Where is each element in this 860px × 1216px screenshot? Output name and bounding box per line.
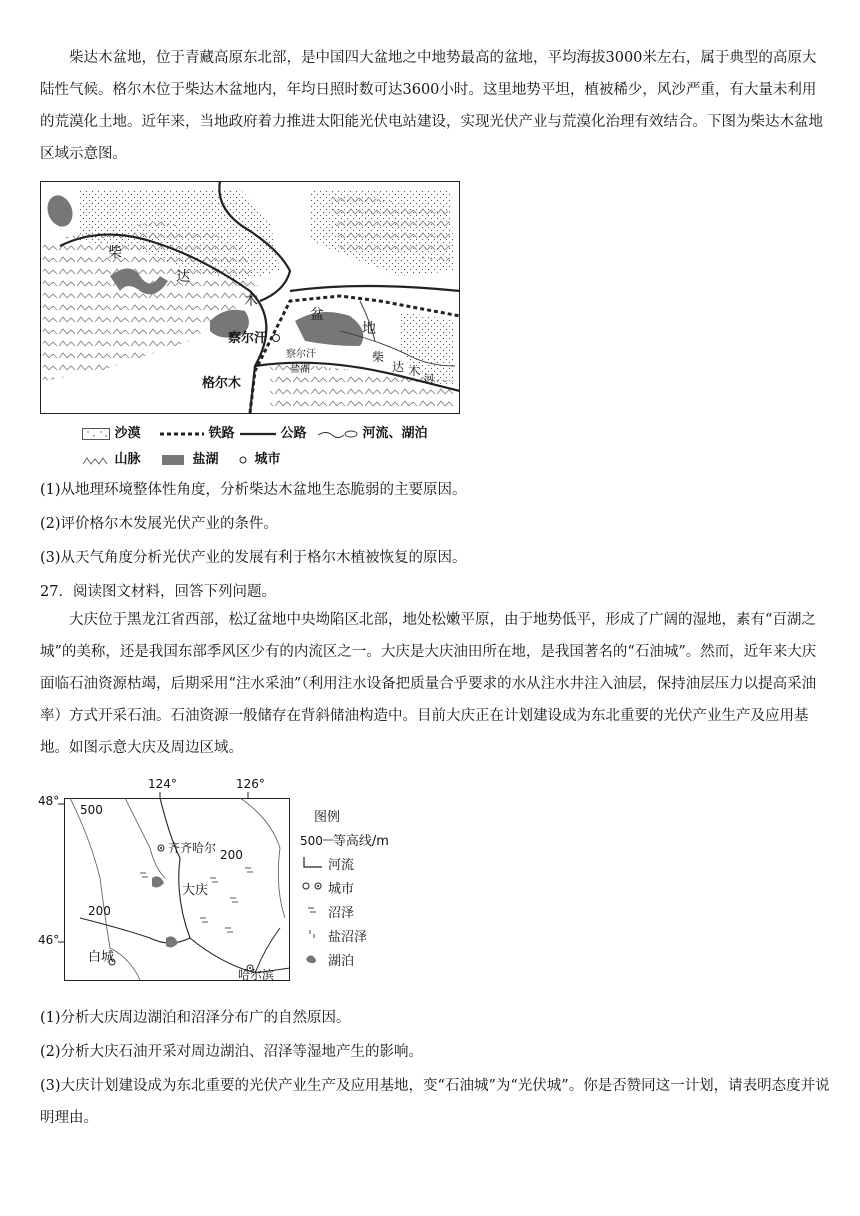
contour-label: 200 bbox=[88, 904, 111, 918]
map-label: 木 bbox=[408, 364, 421, 378]
legend-salt-marsh: 盐沼泽 bbox=[300, 926, 367, 945]
city-label: 大庆 bbox=[182, 883, 209, 898]
map-label: 柴 bbox=[372, 350, 385, 364]
legend-city2: 城市 bbox=[300, 878, 354, 897]
salt-lake-icon bbox=[160, 454, 188, 466]
map-label: 盆 bbox=[310, 307, 324, 323]
railway-icon bbox=[160, 428, 204, 440]
intro-paragraph: 柴达木盆地，位于青藏高原东北部，是中国四大盆地之中地势最高的盆地，平均海拔3000米左右，属于典型的高原大陆性气候。格尔木位于柴达木盆地内，年均日照时数可达3600小时。这里地势平坦，植被稀少，风沙严重，有大量未利用的荒漠化土地。近年来，当地政府着力推进太阳能光伏电站建设，实现光伏产业与荒漠化治理有效结合。下图为柴达木盆地区域示意图。 bbox=[40, 50, 823, 162]
legend-marsh: 沼泽 bbox=[300, 902, 354, 921]
map-label: 地 bbox=[362, 321, 376, 337]
question-27-material: 大庆位于黑龙江省西部，松辽盆地中央坳陷区北部，地处松嫩平原，由于地势低平，形成了广阔的湿地，素有“百湖之城”的美称，还是我国东部季风区少有的内流区之一。大庆是大庆油田所在地，是我国著名的“石油城”。然而，近年来大庆面临石油资源枯竭，后期采用“注水采油”（利用注水设备把质量合乎要求的水从注水井注入油层，保持油层压力以提高采油率）方式开采石油。石油资源一般储存在背斜储油构造中。目前大庆正在计划建设成为东北重要的光伏产业生产及应用基地。如图示意大庆及周边区域。 bbox=[40, 612, 817, 756]
legend-mountain: 山脉 bbox=[82, 448, 141, 467]
lake-icon bbox=[300, 951, 328, 965]
contour-label: 500 bbox=[80, 803, 103, 817]
map-label: 察尔汗 bbox=[228, 331, 268, 346]
map-label: 木 bbox=[244, 293, 258, 309]
question-26-1: (1)从地理环境整体性角度，分析柴达木盆地生态脆弱的主要原因。 bbox=[40, 482, 467, 498]
question-26-3: (3)从天气角度分析光伏产业的发展有利于格尔木植被恢复的原因。 bbox=[40, 550, 467, 566]
road-icon bbox=[240, 428, 276, 440]
city-dot-icon bbox=[272, 334, 280, 342]
map-label: 达 bbox=[392, 360, 405, 374]
map-label: 格尔木 bbox=[202, 376, 242, 391]
legend-contour: 500 等高线/m bbox=[300, 834, 389, 849]
question-27-1: (1)分析大庆周边湖泊和沼泽分布广的自然原因。 bbox=[40, 1010, 351, 1026]
map-label: 柴 bbox=[108, 245, 122, 261]
question-27-2: (2)分析大庆石油开采对周边湖泊、沼泽等湿地产生的影响。 bbox=[40, 1044, 424, 1060]
legend-lake: 湖泊 bbox=[300, 950, 354, 969]
map-label: 察尔汗 bbox=[286, 349, 316, 360]
legend-road: 公路 bbox=[240, 422, 307, 441]
city-icon bbox=[300, 879, 328, 893]
legend-river-lake: 河流、湖泊 bbox=[318, 422, 428, 441]
desert-icon bbox=[82, 428, 110, 440]
map-label: 达 bbox=[176, 269, 190, 285]
question-26-2: (2)评价格尔木发展光伏产业的条件。 bbox=[40, 516, 279, 532]
longitude-label: 126° bbox=[236, 777, 265, 791]
contour-icon bbox=[323, 835, 333, 845]
latitude-label: 46° bbox=[38, 933, 60, 947]
legend-salt-lake: 盐湖 bbox=[160, 448, 219, 467]
map2-legend-title: 图例 bbox=[314, 810, 341, 825]
map-label: 盐湖 bbox=[290, 364, 310, 375]
question-27-heading: 27．阅读图文材料，回答下列问题。 bbox=[40, 584, 276, 600]
legend-desert: 沙漠 bbox=[82, 422, 141, 441]
question-27-3: (3)大庆计划建设成为东北重要的光伏产业生产及应用基地，变“石油城”为“光伏城”。你是否赞同这一计划，请表明态度并说明理由。 bbox=[40, 1078, 830, 1126]
map-label: 河 bbox=[424, 374, 434, 385]
contour-label: 200 bbox=[220, 848, 243, 862]
legend-city: 城市 bbox=[236, 448, 281, 467]
mountain-icon bbox=[82, 454, 110, 466]
city-label: 哈尔滨 bbox=[238, 968, 275, 982]
marsh-icon bbox=[300, 903, 328, 917]
city-icon bbox=[236, 454, 250, 466]
river-lake-icon bbox=[318, 428, 358, 440]
city-label: 白城 bbox=[88, 950, 115, 965]
longitude-label: 124° bbox=[148, 777, 177, 791]
latitude-label: 48° bbox=[38, 794, 60, 808]
legend-railway: 铁路 bbox=[160, 422, 235, 441]
legend-river: 河流 bbox=[300, 854, 354, 873]
salt-marsh-icon bbox=[300, 927, 328, 941]
city-label: 齐齐哈尔 bbox=[168, 841, 217, 855]
river-icon bbox=[300, 855, 328, 869]
